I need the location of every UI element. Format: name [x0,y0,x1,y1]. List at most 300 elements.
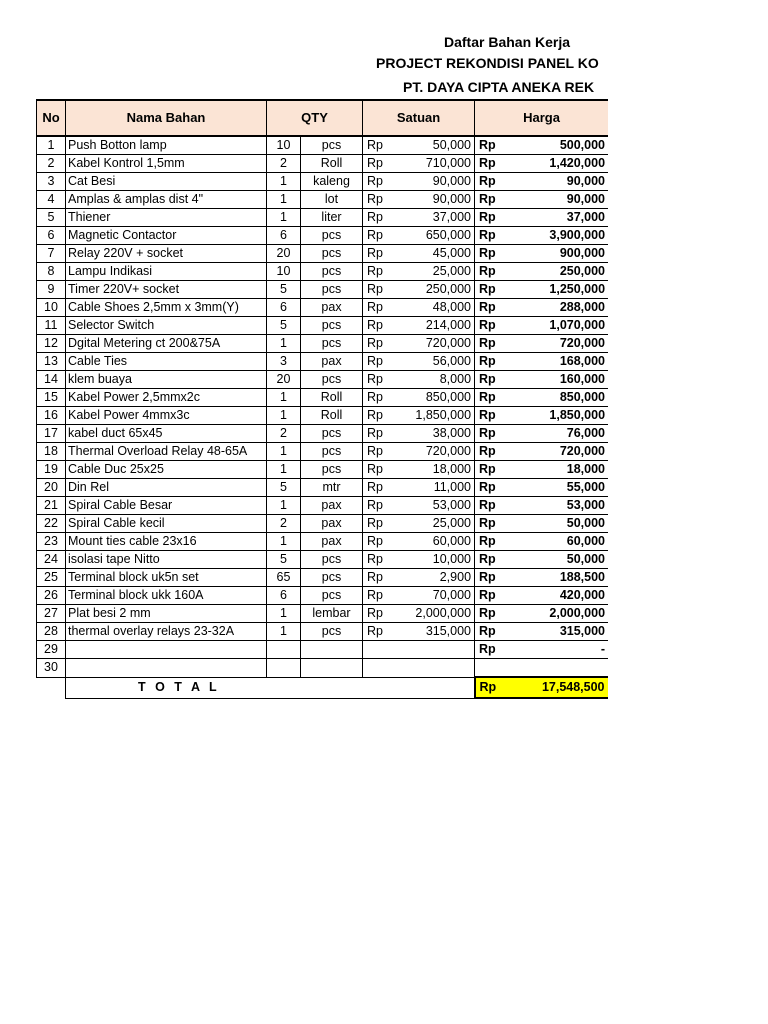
table-row [37,335,609,353]
material-unit [301,641,363,659]
table-row [37,515,609,533]
material-name [66,659,267,678]
material-unit: pax [301,497,363,515]
total-price: 250,000 [559,264,606,278]
material-qty: 6 [267,587,301,605]
material-name: Terminal block uk5n set [66,569,267,587]
row-number: 20 [37,479,66,497]
total-price: 720,000 [559,444,606,458]
total-price-cell [475,407,608,425]
total-price-currency: Rp [479,228,496,242]
table-row [37,641,609,659]
total-price-currency: Rp [479,516,496,530]
row-number: 28 [37,623,66,641]
unit-price-currency: Rp [367,318,383,332]
total-price: 18,000 [566,462,606,476]
row-number: 16 [37,407,66,425]
total-currency: Rp [479,680,497,694]
unit-price-currency: Rp [367,480,383,494]
unit-price: 45,000 [432,246,472,260]
table-row [37,533,609,551]
unit-price: 90,000 [432,192,472,206]
table-row [37,191,609,209]
total-price: 850,000 [559,390,606,404]
total-price: 53,000 [566,498,606,512]
total-price: 50,000 [566,552,606,566]
total-price: 420,000 [559,588,606,602]
table-row [37,245,609,263]
total-price: 1,420,000 [549,156,606,170]
unit-price-cell [363,155,475,173]
unit-price: 8,000 [439,372,472,386]
material-name: klem buaya [66,371,267,389]
material-qty: 5 [267,551,301,569]
material-qty: 20 [267,245,301,263]
unit-price: 11,000 [433,480,472,494]
material-unit [301,659,363,678]
row-number: 18 [37,443,66,461]
unit-price-cell [363,173,475,191]
unit-price-currency: Rp [367,570,383,584]
material-name: Relay 220V + socket [66,245,267,263]
material-name [66,641,267,659]
material-unit: lot [301,191,363,209]
unit-price: 720,000 [425,444,472,458]
unit-price: 56,000 [432,354,472,368]
material-unit: pcs [301,317,363,335]
material-qty: 1 [267,389,301,407]
unit-price-currency: Rp [367,390,383,404]
total-price: 1,070,000 [549,318,606,332]
material-unit: Roll [301,389,363,407]
unit-price-cell [363,209,475,227]
material-qty: 3 [267,353,301,371]
table-row [37,551,609,569]
unit-price: 650,000 [425,228,472,242]
total-price: 3,900,000 [549,228,606,242]
total-price: 1,850,000 [549,408,606,422]
unit-price-currency: Rp [367,516,383,530]
material-unit: liter [301,209,363,227]
row-number: 23 [37,533,66,551]
table-row [37,623,609,641]
row-number: 17 [37,425,66,443]
unit-price-cell [363,479,475,497]
table-row [37,317,609,335]
unit-price-cell [363,623,475,641]
total-price-currency: Rp [479,300,496,314]
table-row [37,281,609,299]
unit-price-currency: Rp [367,282,383,296]
unit-price-cell [363,497,475,515]
total-price-currency: Rp [479,480,496,494]
total-price: - [600,642,606,656]
unit-price-currency: Rp [367,300,383,314]
material-qty: 6 [267,299,301,317]
material-qty: 6 [267,227,301,245]
table-row [37,479,609,497]
row-number: 24 [37,551,66,569]
unit-price: 214,000 [425,318,472,332]
material-name: Timer 220V+ socket [66,281,267,299]
material-qty: 5 [267,317,301,335]
material-name: isolasi tape Nitto [66,551,267,569]
material-qty: 5 [267,281,301,299]
total-price-cell [475,479,608,497]
total-price-currency: Rp [479,606,496,620]
total-price-cell [475,227,608,245]
total-price-currency: Rp [479,336,496,350]
material-unit: pcs [301,371,363,389]
material-unit: pcs [301,587,363,605]
material-unit: lembar [301,605,363,623]
header-no: No [37,100,66,136]
total-price: 160,000 [559,372,606,386]
total-price: 2,000,000 [549,606,606,620]
material-name: Mount ties cable 23x16 [66,533,267,551]
material-name: Cat Besi [66,173,267,191]
total-label: T O T A L [66,677,475,698]
material-unit: mtr [301,479,363,497]
total-price: 55,000 [566,480,606,494]
unit-price-currency: Rp [367,498,383,512]
material-unit: Roll [301,155,363,173]
material-qty: 10 [267,263,301,281]
unit-price-currency: Rp [367,624,383,638]
total-price-cell [475,641,608,659]
header-qty: QTY [267,100,363,136]
table-row [37,425,609,443]
total-price-currency: Rp [479,624,496,638]
unit-price-cell [363,389,475,407]
table-row [37,263,609,281]
total-blank-cell [37,677,66,698]
material-unit: pcs [301,623,363,641]
total-price-cell [475,335,608,353]
material-name: Amplas & amplas dist 4" [66,191,267,209]
material-unit: pax [301,533,363,551]
unit-price-cell [363,371,475,389]
header-harga: Harga [475,100,608,136]
row-number: 12 [37,335,66,353]
total-price-currency: Rp [479,444,496,458]
material-name: Thiener [66,209,267,227]
header-satuan: Satuan [363,100,475,136]
unit-price: 37,000 [432,210,472,224]
material-qty: 1 [267,533,301,551]
total-price-currency: Rp [479,462,496,476]
material-name: Terminal block ukk 160A [66,587,267,605]
material-qty: 1 [267,623,301,641]
table-row [37,569,609,587]
material-unit: pax [301,515,363,533]
total-price-cell [475,533,608,551]
table-row [37,605,609,623]
unit-price: 850,000 [425,390,472,404]
material-unit: pcs [301,569,363,587]
total-price-currency: Rp [479,210,496,224]
material-name: Kabel Kontrol 1,5mm [66,155,267,173]
unit-price-currency: Rp [367,534,383,548]
total-row [37,677,609,698]
unit-price: 720,000 [425,336,472,350]
table-header-row [37,100,609,136]
row-number: 6 [37,227,66,245]
unit-price: 25,000 [432,516,472,530]
table-row [37,497,609,515]
total-price-cell [475,587,608,605]
total-price: 168,000 [559,354,606,368]
total-price-cell [475,209,608,227]
material-qty: 2 [267,155,301,173]
unit-price-cell [363,353,475,371]
total-price: 500,000 [559,138,606,152]
row-number: 19 [37,461,66,479]
unit-price-cell [363,425,475,443]
total-price-cell [475,191,608,209]
total-price-cell [475,136,608,155]
row-number: 13 [37,353,66,371]
unit-price-currency: Rp [367,138,383,152]
total-price-currency: Rp [479,588,496,602]
unit-price-currency: Rp [367,246,383,260]
total-price-cell [475,155,608,173]
material-qty: 1 [267,191,301,209]
table-row [37,371,609,389]
total-price-currency: Rp [479,426,496,440]
material-qty: 1 [267,461,301,479]
unit-price-cell [363,191,475,209]
total-price-cell [475,245,608,263]
total-price-currency: Rp [479,534,496,548]
total-price-currency: Rp [479,552,496,566]
material-unit: pcs [301,335,363,353]
total-price: 37,000 [566,210,606,224]
material-name: Cable Shoes 2,5mm x 3mm(Y) [66,299,267,317]
unit-price: 50,000 [432,138,472,152]
company-name: PT. DAYA CIPTA ANEKA REK [403,79,595,95]
total-price: 1,250,000 [549,282,606,296]
material-unit: pax [301,299,363,317]
material-name: Thermal Overload Relay 48-65A [66,443,267,461]
table-row [37,173,609,191]
material-qty: 1 [267,443,301,461]
total-price-cell [475,497,608,515]
material-unit: pax [301,353,363,371]
table-row [37,443,609,461]
material-qty: 1 [267,209,301,227]
unit-price-cell [363,227,475,245]
material-unit: pcs [301,425,363,443]
material-qty: 65 [267,569,301,587]
unit-price-cell [363,551,475,569]
material-qty: 1 [267,605,301,623]
total-value-cell [475,677,608,698]
table-row [37,407,609,425]
row-number: 27 [37,605,66,623]
material-name: Plat besi 2 mm [66,605,267,623]
unit-price: 710,000 [425,156,472,170]
unit-price: 250,000 [425,282,472,296]
total-price-cell [475,569,608,587]
total-price-currency: Rp [479,354,496,368]
total-price-currency: Rp [479,246,496,260]
total-price: 90,000 [566,192,606,206]
row-number: 2 [37,155,66,173]
unit-price: 18,000 [432,462,472,476]
unit-price: 2,900 [439,570,472,584]
unit-price: 315,000 [425,624,472,638]
material-unit: pcs [301,136,363,155]
total-price-currency: Rp [479,282,496,296]
row-number: 29 [37,641,66,659]
row-number: 11 [37,317,66,335]
unit-price: 48,000 [432,300,472,314]
total-price-currency: Rp [479,498,496,512]
row-number: 22 [37,515,66,533]
header-name: Nama Bahan [66,100,267,136]
total-price: 188,500 [559,570,606,584]
total-price: 900,000 [559,246,606,260]
unit-price-cell [363,515,475,533]
table-row [37,155,609,173]
row-number: 1 [37,136,66,155]
material-unit: pcs [301,443,363,461]
material-unit: pcs [301,551,363,569]
unit-price-currency: Rp [367,462,383,476]
total-price-currency: Rp [479,570,496,584]
total-price-cell [475,281,608,299]
total-price-currency: Rp [479,318,496,332]
material-name: thermal overlay relays 23-32A [66,623,267,641]
row-number: 30 [37,659,66,678]
row-number: 9 [37,281,66,299]
total-price-cell [475,299,608,317]
total-price-currency: Rp [479,390,496,404]
material-name: Din Rel [66,479,267,497]
row-number: 26 [37,587,66,605]
material-name: Dgital Metering ct 200&75A [66,335,267,353]
total-price-cell [475,605,608,623]
material-unit: pcs [301,281,363,299]
unit-price-currency: Rp [367,372,383,386]
total-price: 60,000 [566,534,606,548]
material-name: Magnetic Contactor [66,227,267,245]
total-price-cell [475,173,608,191]
table-row [37,461,609,479]
total-price-currency: Rp [479,156,496,170]
material-qty: 1 [267,173,301,191]
unit-price: 25,000 [432,264,472,278]
material-name: Spiral Cable Besar [66,497,267,515]
unit-price-currency: Rp [367,228,383,242]
material-name: Cable Ties [66,353,267,371]
row-number: 21 [37,497,66,515]
document-title: Daftar Bahan Kerja [444,34,571,50]
unit-price: 10,000 [432,552,472,566]
row-number: 5 [37,209,66,227]
total-price-cell [475,425,608,443]
total-price: 315,000 [559,624,606,638]
row-number: 15 [37,389,66,407]
total-price-cell [475,353,608,371]
materials-table [36,99,608,699]
total-price-cell [475,659,608,678]
total-price-cell [475,317,608,335]
material-name: Selector Switch [66,317,267,335]
material-unit: pcs [301,461,363,479]
unit-price-cell [363,281,475,299]
table-row [37,227,609,245]
row-number: 3 [37,173,66,191]
total-price-currency: Rp [479,642,496,656]
material-name: Kabel Power 4mmx3c [66,407,267,425]
unit-price-cell [363,443,475,461]
total-price-cell [475,389,608,407]
total-price-cell [475,461,608,479]
unit-price: 53,000 [432,498,472,512]
unit-price: 1,850,000 [415,408,472,422]
row-number: 10 [37,299,66,317]
material-unit: Roll [301,407,363,425]
material-qty [267,659,301,678]
unit-price-cell [363,317,475,335]
unit-price-cell [363,587,475,605]
unit-price-currency: Rp [367,264,383,278]
unit-price-currency: Rp [367,552,383,566]
material-unit: kaleng [301,173,363,191]
unit-price: 38,000 [432,426,472,440]
unit-price-cell [363,263,475,281]
total-price: 720,000 [559,336,606,350]
unit-price: 70,000 [432,588,472,602]
row-number: 8 [37,263,66,281]
table-row [37,659,609,678]
unit-price-cell [363,136,475,155]
total-price: 76,000 [566,426,606,440]
table-row [37,587,609,605]
material-qty: 1 [267,335,301,353]
material-name: Spiral Cable kecil [66,515,267,533]
material-qty: 1 [267,407,301,425]
material-qty: 10 [267,136,301,155]
unit-price-currency: Rp [367,426,383,440]
total-price-cell [475,623,608,641]
total-price: 50,000 [566,516,606,530]
unit-price: 2,000,000 [415,606,472,620]
material-name: kabel duct 65x45 [66,425,267,443]
material-name: Lampu Indikasi [66,263,267,281]
material-qty: 20 [267,371,301,389]
table-row [37,209,609,227]
unit-price-currency: Rp [367,444,383,458]
unit-price: 90,000 [432,174,472,188]
table-row [37,136,609,155]
unit-price-cell [363,533,475,551]
material-qty: 1 [267,497,301,515]
total-price: 288,000 [559,300,606,314]
total-price-cell [475,515,608,533]
project-title: PROJECT REKONDISI PANEL KO [376,55,599,71]
row-number: 4 [37,191,66,209]
unit-price-currency: Rp [367,192,383,206]
material-unit: pcs [301,263,363,281]
material-qty: 5 [267,479,301,497]
total-price-cell [475,443,608,461]
unit-price: 60,000 [432,534,472,548]
unit-price-cell [363,569,475,587]
table-row [37,389,609,407]
